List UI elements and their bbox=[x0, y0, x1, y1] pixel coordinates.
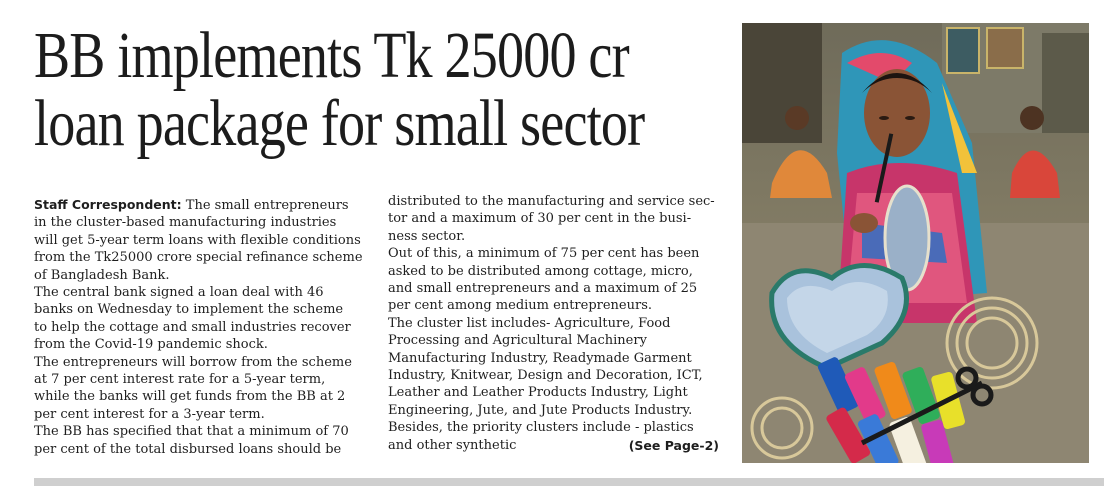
article-line: per cent among medium entrepreneurs. bbox=[388, 298, 653, 314]
article-line: to help the cottage and small industries recover bbox=[34, 319, 351, 335]
byline: Staff Correspondent: bbox=[34, 197, 182, 212]
see-page-link[interactable]: (See Page-2) bbox=[628, 437, 719, 453]
article-line: of Bangladesh Bank. bbox=[34, 267, 170, 283]
article-line: The entrepreneurs will borrow from the scheme bbox=[34, 354, 352, 370]
article-line: per cent of the total disbursed loans should be bbox=[34, 441, 342, 457]
photo-illustration bbox=[742, 23, 1089, 463]
article-line: asked to be distributed among cottage, micro, bbox=[388, 263, 693, 279]
article-line: ness sector. bbox=[388, 228, 466, 244]
headline-line-2: loan package for small sector bbox=[34, 87, 645, 160]
article-line: in the cluster-based manufacturing industries bbox=[34, 215, 337, 231]
headline bbox=[34, 19, 645, 160]
article-line: will get 5-year term loans with flexible conditions bbox=[34, 232, 361, 248]
article-line: distributed to the manufacturing and service sec- bbox=[388, 194, 715, 209]
article-line: per cent interest for a 3-year term. bbox=[34, 406, 265, 422]
article-line: at 7 per cent interest rate for a 5-year term, bbox=[34, 372, 326, 388]
article-line: Engineering, Jute, and Jute Products Industry. bbox=[388, 402, 693, 418]
article-column-2 bbox=[388, 193, 733, 454]
article-line bbox=[34, 196, 379, 214]
article-line: banks on Wednesday to implement the scheme bbox=[34, 302, 344, 318]
article-line: Industry, Knitwear, Design and Decoration, ICT, bbox=[388, 368, 703, 384]
article-line: The central bank signed a loan deal with 46 bbox=[34, 285, 324, 301]
article-line: Manufacturing Industry, Readymade Garment bbox=[388, 350, 692, 366]
article-line: while the banks will get funds from the BB at 2 bbox=[34, 389, 346, 405]
headline-line-1: BB implements Tk 25000 cr bbox=[34, 19, 629, 92]
article-line: Out of this, a minimum of 75 per cent has been bbox=[388, 246, 700, 262]
article-line: from the Covid-19 pandemic shock. bbox=[34, 337, 268, 353]
article-text: The small entrepreneurs bbox=[181, 198, 349, 213]
page-divider-bar bbox=[34, 478, 1104, 486]
article-column-1 bbox=[34, 196, 379, 458]
article-line: The cluster list includes- Agriculture, Food bbox=[388, 315, 671, 331]
article-line: Besides, the priority clusters include - plastics bbox=[388, 420, 694, 436]
article-line: Leather and Leather Products Industry, Light bbox=[388, 385, 688, 401]
article-line: and small entrepreneurs and a maximum of 25 bbox=[388, 281, 698, 297]
article-line: Processing and Agricultural Machinery bbox=[388, 333, 647, 349]
article-line: tor and a maximum of 30 per cent in the busi- bbox=[388, 211, 692, 227]
article-line: and other synthetic bbox=[388, 437, 517, 453]
article-line: from the Tk25000 crore special refinance scheme bbox=[34, 250, 363, 266]
article-photo bbox=[742, 23, 1089, 463]
article-line: The BB has specified that that a minimum of 70 bbox=[34, 424, 349, 440]
